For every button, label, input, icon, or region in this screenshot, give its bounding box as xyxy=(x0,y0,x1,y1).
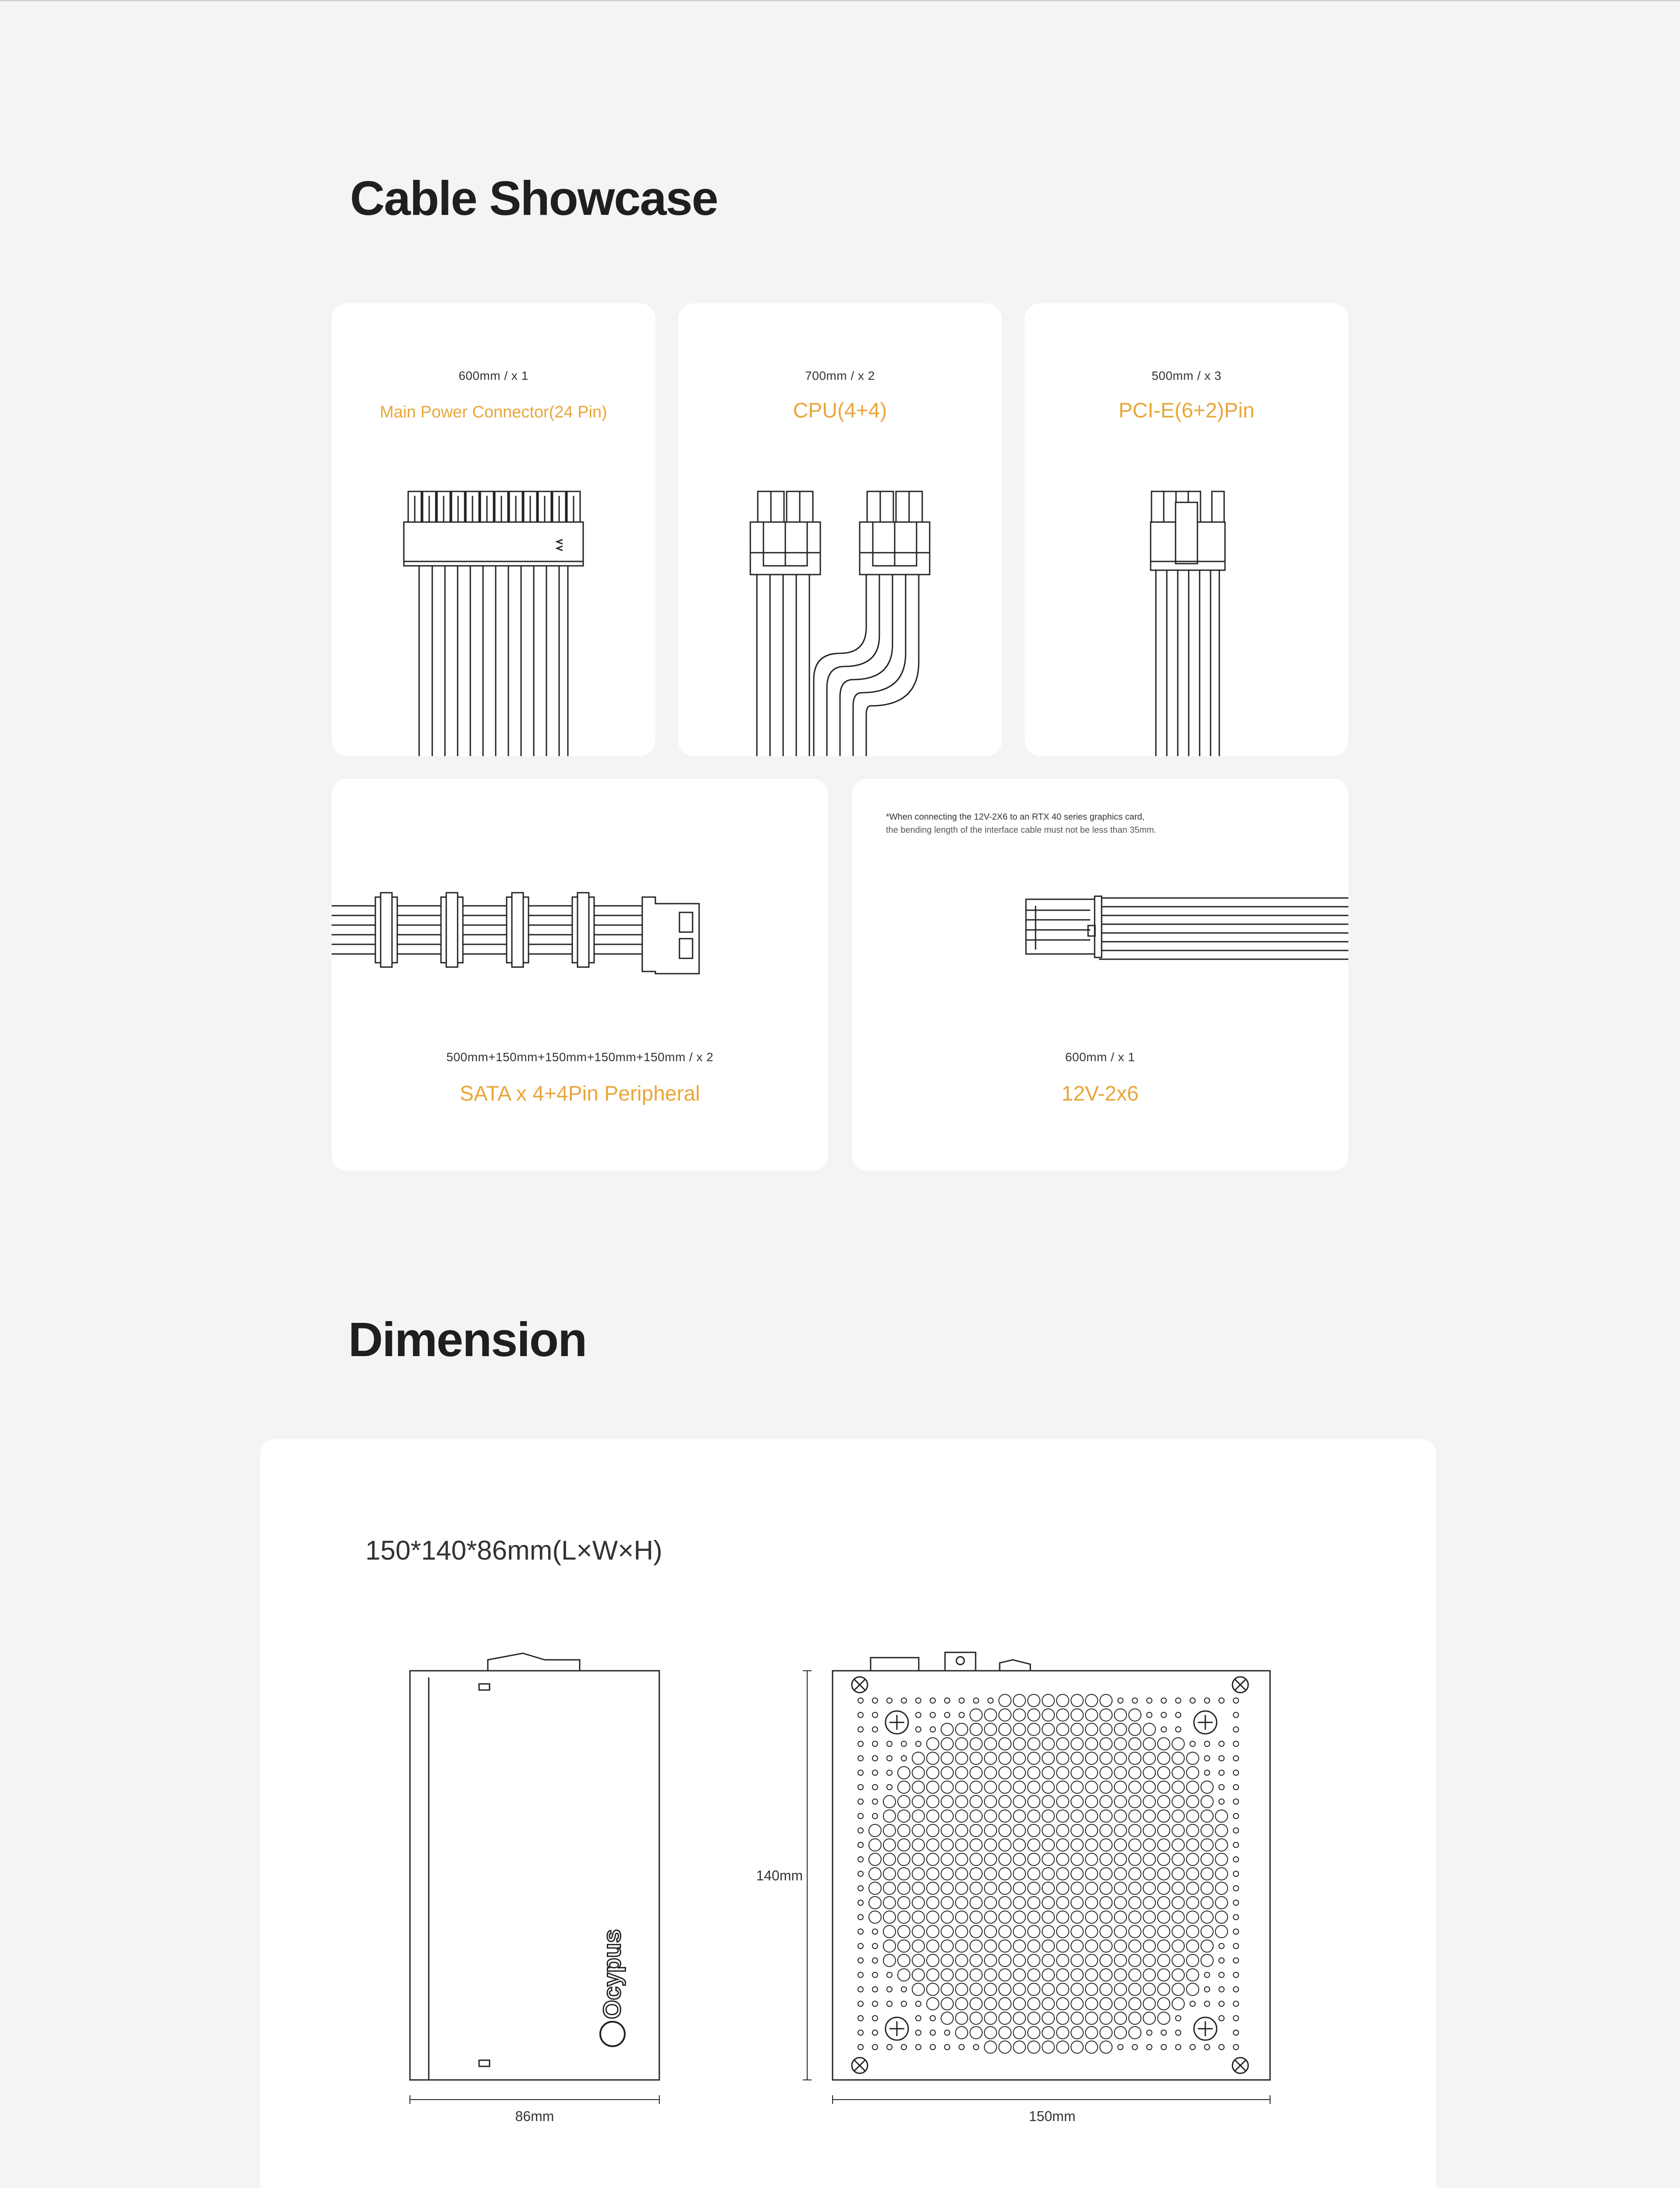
bending-note-line1: *When connecting the 12V-2X6 to an RTX 40 series graphics card, xyxy=(886,812,1145,822)
brand-logo-text: Ocypus xyxy=(598,1929,626,2019)
cable-spec: 500mm+150mm+150mm+150mm+150mm / x 2 xyxy=(446,1050,714,1064)
fan-screw-icon xyxy=(886,1711,1217,2040)
cable-spec: 500mm / x 3 xyxy=(1152,369,1222,382)
dimension-size: 150*140*86mm(L×W×H) xyxy=(365,1536,662,1566)
cable-spec: 600mm / x 1 xyxy=(1065,1050,1135,1064)
cable-card-12v-2x6 xyxy=(852,779,1348,1171)
cable-name: Main Power Connector(24 Pin) xyxy=(380,403,607,421)
12v-2x6-connector-icon xyxy=(852,779,1348,1171)
psu-front-view xyxy=(260,1439,1436,2188)
bending-note-line2: the bending length of the interface cable must not be less than 35mm. xyxy=(886,825,1157,835)
height-label: 140mm xyxy=(756,1868,803,1883)
cable-card-cpu xyxy=(678,303,1002,756)
dimension-card xyxy=(260,1439,1436,2188)
pcie-connector-icon xyxy=(1025,303,1348,756)
screw-icon xyxy=(852,1677,1248,2073)
cable-card-main-power xyxy=(332,303,655,756)
top-divider xyxy=(0,0,1680,1)
main-power-connector-icon xyxy=(332,303,655,756)
cable-spec: 600mm / x 1 xyxy=(458,369,528,382)
cable-card-sata xyxy=(332,779,828,1171)
front-width-label: 150mm xyxy=(1029,2108,1076,2124)
dimension-title: Dimension xyxy=(348,1313,587,1367)
cpu-connector-icon xyxy=(678,303,1002,756)
cable-card-pcie xyxy=(1025,303,1348,756)
cable-spec: 700mm / x 2 xyxy=(805,369,875,382)
cable-showcase-title: Cable Showcase xyxy=(350,172,718,225)
cable-name: SATA x 4+4Pin Peripheral xyxy=(459,1082,700,1105)
cable-name: CPU(4+4) xyxy=(793,399,887,422)
cable-name: PCI-E(6+2)Pin xyxy=(1118,399,1255,422)
sata-connector-icon xyxy=(332,779,828,1171)
side-width-label: 86mm xyxy=(515,2108,554,2124)
cable-name: 12V-2x6 xyxy=(1061,1082,1139,1105)
